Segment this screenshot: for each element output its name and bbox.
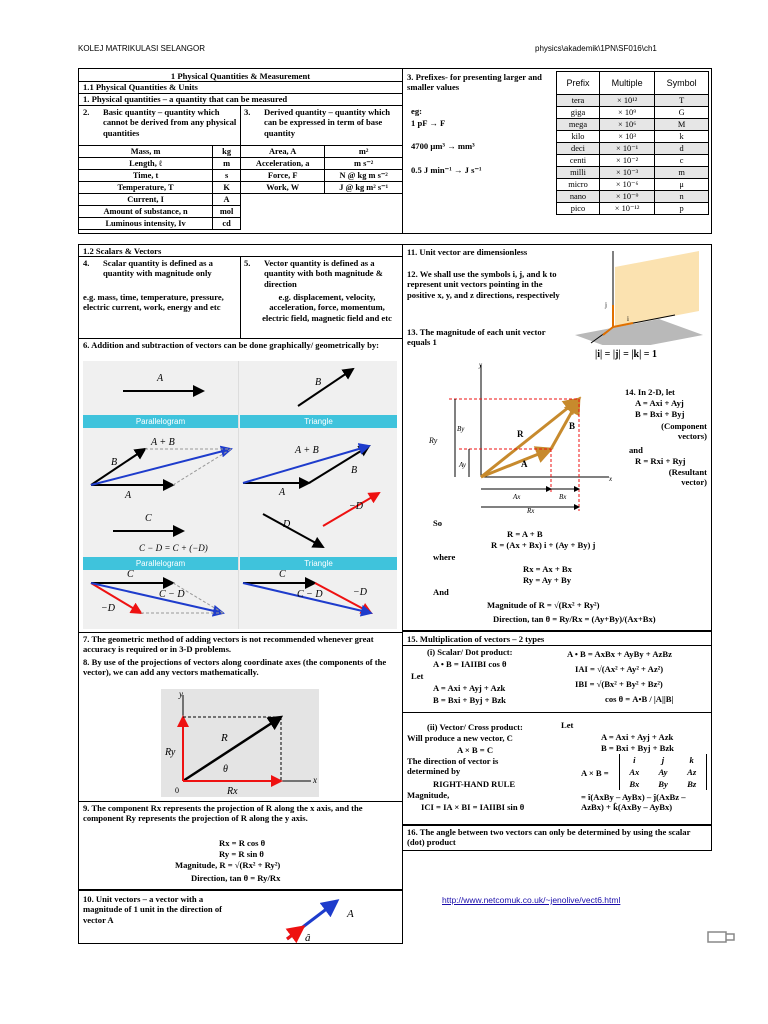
ry-eq: Ry = R sin θ (219, 849, 264, 859)
derived-quantity-cell: m² (325, 146, 403, 158)
basic-quantity-cell: kg (213, 146, 241, 158)
determinant-cell: Bz (687, 779, 697, 789)
prefix-cell: kilo (557, 131, 600, 143)
header-right: physics\akademik\1PN\SF016\ch1 (535, 44, 657, 53)
svg-text:B: B (111, 457, 118, 468)
prefix-cell: deci (557, 143, 600, 155)
prefix-row (557, 131, 709, 143)
svg-text:R: R (221, 732, 228, 744)
basic-quantity-cell: Mass, m (79, 146, 213, 158)
svg-text:B: B (569, 421, 576, 431)
prefix-cell: T (655, 95, 709, 107)
item-15: 15. Multiplication of vectors – 2 types (407, 634, 545, 644)
cross-eq: A × B = C (457, 745, 494, 755)
item-9: 9. The component Rx represents the projection of R along the x axis, and the component Ry represents the projection of R along the y axis. (83, 803, 363, 824)
section-unit-vectors (402, 244, 712, 631)
section-angle (402, 825, 712, 851)
prefix-cell: tera (557, 95, 600, 107)
prefix-cell: milli (557, 167, 600, 179)
magnitude-b-eq: IBI = √(Bx² + By² + Bz²) (575, 679, 663, 689)
basic-quantity-cell: mol (213, 206, 241, 218)
svg-text:Ry: Ry (429, 436, 438, 445)
basic-quantity-row (79, 146, 241, 158)
svg-text:B: B (351, 465, 358, 476)
basic-quantity-row (79, 158, 241, 170)
basic-quantity-cell: Current, I (79, 194, 213, 206)
svg-text:C − D = C + (−D): C − D = C + (−D) (139, 543, 208, 553)
item-5-text: Vector quantity is defined as a quantity with both magnitude & direction (264, 258, 383, 289)
svg-text:A: A (521, 459, 528, 469)
resultant-vector-label: (Resultant vector) (668, 467, 707, 488)
svg-text:B: B (315, 377, 322, 388)
parallelogram-banner-2: Parallelogram (83, 557, 238, 570)
prefix-cell: nano (557, 191, 600, 203)
derived-quantity-cell: Force, F (241, 170, 325, 182)
prefix-cell: × 10³ (599, 131, 654, 143)
eg-label: eg: (411, 106, 422, 116)
derived-quantity-cell: Area, A (241, 146, 325, 158)
svg-text:â: â (305, 932, 311, 943)
direction-eq: Direction, tan θ = Ry/Rx (191, 873, 281, 883)
prefix-row (557, 191, 709, 203)
let-label: Let (411, 671, 424, 681)
cross-new-vector: Will produce a new vector, C (407, 733, 513, 743)
section-scalars-vectors (78, 244, 403, 890)
prefix-row (557, 179, 709, 191)
determinant-cell: j (661, 755, 665, 765)
section-prefixes (402, 68, 712, 234)
item-16: 16. The angle between two vectors can only be determined by using the scalar (dot) product (407, 827, 691, 848)
item-2-text: Basic quantity – quantity which cannot be derived from any physical quantities (103, 107, 237, 138)
component-vectors-label: (Component vectors) (661, 421, 707, 442)
determinant (619, 754, 707, 790)
item-1: 1. Physical quantities – a quantity that can be measured (83, 94, 288, 104)
prefix-cell: × 10⁹ (599, 107, 654, 119)
vector-b-components: B = Bxi + Byj (635, 409, 685, 419)
prefix-cell: × 10⁻³ (599, 167, 654, 179)
prefix-row (557, 203, 709, 215)
unit-vector-3d-figure (575, 247, 705, 345)
example-3: 0.5 J min⁻¹ → J s⁻¹ (411, 165, 482, 175)
svg-text:x: x (609, 475, 613, 483)
item-7: 7. The geometric method of adding vectors is not recommended whenever great accuracy is required or in 3-D problems. (83, 634, 374, 655)
prefix-cell: mega (557, 119, 600, 131)
derived-quantity-row (241, 146, 403, 158)
prefix-cell: m (655, 167, 709, 179)
triangle-banner-1: Triangle (240, 415, 397, 428)
derived-quantity-row (241, 170, 403, 182)
and-label: and (629, 445, 643, 455)
prefix-row (557, 119, 709, 131)
svg-text:0: 0 (175, 786, 179, 795)
vector-a-3d-2: A = Axi + Ayj + Azk (601, 732, 674, 742)
vector-sum-figure (409, 363, 619, 513)
item-6: 6. Addition and subtraction of vectors can be done graphically/ geometrically by: (83, 340, 380, 350)
magnitude-eq: Magnitude, R = √(Rx² + Ry²) (175, 860, 281, 870)
svg-text:j: j (605, 301, 607, 309)
axb-label: A × B = (581, 768, 609, 778)
and-label-2: And (433, 587, 449, 597)
derived-quantity-table (240, 145, 403, 194)
basic-quantity-row (79, 206, 241, 218)
vector-addition-figure (83, 361, 397, 629)
basic-quantity-cell: Length, ℓ (79, 158, 213, 170)
item-8: 8. By use of the projections of vectors along coordinate axes (the components of the vector), we can add any vectors mathematically. (83, 657, 387, 678)
cross-magnitude-eq: ICI = IA × BI = IAIIBI sin θ (421, 802, 525, 812)
scroll-icon (706, 928, 736, 946)
reference-link[interactable]: http://www.netcomuk.co.uk/~jenolive/vect6.html (442, 895, 621, 905)
dot-definition: A • B = IAIIBI cos θ (433, 659, 507, 669)
item-10: 10. Unit vectors – a vector with a magnitude of 1 unit in the direction of vector A (83, 894, 223, 925)
cross-result-eq: = î(AxBy – AyBx) – ĵ(AxBz – AzBx) + k̂(AxBy – AyBx) (581, 792, 686, 813)
unit-vector-figure (279, 895, 379, 943)
basic-quantity-row (79, 170, 241, 182)
prefix-cell: × 10⁻⁶ (599, 179, 654, 191)
svg-text:A + B: A + B (151, 437, 175, 448)
cross-product-title: (ii) Vector/ Cross product: (427, 722, 523, 732)
prefix-cell: centi (557, 155, 600, 167)
svg-text:Rx: Rx (227, 786, 238, 797)
svg-text:−D: −D (349, 501, 363, 512)
basic-quantity-cell: A (213, 194, 241, 206)
prefix-table (556, 71, 709, 215)
svg-text:A: A (279, 487, 286, 498)
svg-text:A: A (347, 908, 354, 920)
triangle-banner-2: Triangle (240, 557, 397, 570)
svg-text:C − D: C − D (159, 589, 185, 600)
svg-text:x: x (313, 775, 317, 785)
item-4-num: 4. (83, 258, 90, 268)
vector-a-3d: A = Axi + Ayj + Azk (433, 683, 506, 693)
svg-text:A: A (157, 373, 164, 384)
svg-text:C: C (279, 569, 286, 580)
prefix-cell: k (655, 131, 709, 143)
prefix-row (557, 107, 709, 119)
basic-quantity-table (78, 145, 241, 230)
section-multiplication (402, 631, 712, 825)
derived-quantity-row (241, 158, 403, 170)
prefix-row (557, 143, 709, 155)
prefix-cell: micro (557, 179, 600, 191)
determinant-cell: k (689, 755, 694, 765)
prefix-cell: pico (557, 203, 600, 215)
svg-text:By: By (457, 425, 465, 433)
basic-quantity-row (79, 218, 241, 230)
magnitude-a-eq: IAI = √(Ax² + Ay² + Az²) (575, 664, 664, 674)
svg-text:−D: −D (101, 603, 115, 614)
prefix-table-header: Prefix (557, 72, 600, 95)
example-1: 1 pF → F (411, 118, 446, 128)
svg-text:−D: −D (353, 587, 367, 598)
item-11: 11. Unit vector are dimensionless (407, 247, 528, 257)
basic-quantity-cell: Amount of substance, n (79, 206, 213, 218)
basic-quantity-row (79, 182, 241, 194)
prefix-row (557, 155, 709, 167)
where-label: where (433, 552, 456, 562)
dot-product-eq: A • B = AxBx + AyBy + AzBz (567, 649, 672, 659)
prefix-cell: d (655, 143, 709, 155)
svg-text:A + B: A + B (295, 445, 319, 456)
vector-arrows (83, 361, 397, 629)
basic-quantity-cell: K (213, 182, 241, 194)
item-4-example: e.g. mass, time, temperature, pressure, electric current, work, energy and etc (83, 292, 224, 313)
subsection-title: 1.1 Physical Quantities & Units (83, 82, 198, 92)
item-5-example: e.g. displacement, velocity, acceleration, force, momentum, electric field, magnetic field and etc (262, 292, 392, 323)
svg-text:y: y (479, 363, 483, 369)
scalars-title: 1.2 Scalars & Vectors (83, 246, 162, 256)
ry-sum-eq: Ry = Ay + By (523, 575, 572, 585)
vector-b-3d-2: B = Bxi + Byj + Bzk (601, 743, 674, 753)
prefix-cell: n (655, 191, 709, 203)
cross-direction-text: The direction of vector is determined by (407, 756, 499, 777)
prefix-table-header: Multiple (599, 72, 654, 95)
svg-text:Ry: Ry (165, 747, 176, 758)
svg-text:Ay: Ay (459, 461, 466, 469)
component-diagram (161, 689, 319, 797)
determinant-cell: Bx (629, 779, 640, 789)
svg-text:Bx: Bx (559, 493, 567, 501)
item-3-text: Derived quantity – quantity which can be expressed in term of base quantity (264, 107, 391, 138)
prefix-cell: p (655, 203, 709, 215)
magnitude-r-eq: Magnitude of R = √(Rx² + Ry²) (487, 600, 600, 610)
basic-quantity-cell: Temperature, T (79, 182, 213, 194)
determinant-cell: Ax (629, 767, 640, 777)
item-5-num: 5. (244, 258, 251, 268)
section-unit-vector (78, 890, 403, 944)
item-3-num: 3. (244, 107, 251, 117)
right-hand-rule: RIGHT-HAND RULE (433, 779, 516, 789)
vector-a-components: A = Axi + Ayj (635, 398, 684, 408)
item-12: 12. We shall use the symbols i, j, and k to represent unit vectors pointing in the positive x, y, and z directions, respectively (407, 269, 560, 300)
prefix-title: 3. Prefixes- for presenting larger and smaller values (407, 72, 542, 93)
determinant-cell: Ay (658, 767, 668, 777)
derived-quantity-cell: N @ kg m s⁻² (325, 170, 403, 182)
svg-text:R: R (517, 429, 524, 439)
svg-text:Rx: Rx (527, 507, 535, 513)
basic-quantity-cell: cd (213, 218, 241, 230)
section-physical-quantities (78, 68, 403, 234)
derived-quantity-cell: m s⁻² (325, 158, 403, 170)
parallelogram-banner-1: Parallelogram (83, 415, 238, 428)
prefix-cell: × 10⁻² (599, 155, 654, 167)
prefix-cell: M (655, 119, 709, 131)
example-2: 4700 μm³ → mm³ (411, 141, 475, 151)
basic-quantity-cell: Time, t (79, 170, 213, 182)
let-label-2: Let (561, 720, 574, 730)
vector-b-3d: B = Bxi + Byj + Bzk (433, 695, 506, 705)
svg-text:C: C (127, 569, 134, 580)
derived-quantity-cell: J @ kg m² s⁻¹ (325, 182, 403, 194)
header-left: KOLEJ MATRIKULASI SELANGOR (78, 44, 205, 53)
svg-text:Ax: Ax (513, 493, 521, 501)
determinant-cell: By (658, 779, 668, 789)
rx-eq: Rx = R cos θ (219, 838, 266, 848)
direction-r-eq: Direction, tan θ = Ry/Rx = (Ay+By)/(Ax+Bx) (493, 614, 656, 624)
svg-text:D: D (283, 519, 291, 530)
item-14: 14. In 2-D, let (625, 387, 675, 397)
cos-theta-eq: cos θ = A•B / |A||B| (605, 694, 674, 704)
vector-r-components: R = Rxi + Ryj (635, 456, 686, 466)
svg-text:θ: θ (223, 764, 228, 775)
prefix-cell: × 10⁻⁹ (599, 191, 654, 203)
prefix-table-header: Symbol (655, 72, 709, 95)
prefix-cell: giga (557, 107, 600, 119)
svg-text:C: C (145, 513, 152, 524)
basic-quantity-cell: m (213, 158, 241, 170)
vector-sum-eq: R = A + B (507, 529, 543, 539)
so-label: So (433, 518, 443, 528)
prefix-row (557, 167, 709, 179)
item-4-text: Scalar quantity is defined as a quantity with magnitude only (103, 258, 213, 279)
derived-quantity-cell: Work, W (241, 182, 325, 194)
prefix-cell: μ (655, 179, 709, 191)
prefix-cell: G (655, 107, 709, 119)
svg-text:C − D: C − D (297, 589, 323, 600)
prefix-cell: × 10⁻¹² (599, 203, 654, 215)
basic-quantity-row (79, 194, 241, 206)
prefix-cell: × 10⁻¹ (599, 143, 654, 155)
section-title: 1 Physical Quantities & Measurement (170, 71, 311, 81)
determinant-cell: Az (687, 767, 697, 777)
basic-quantity-cell: s (213, 170, 241, 182)
derived-quantity-cell: Acceleration, a (241, 158, 325, 170)
derived-quantity-row (241, 182, 403, 194)
scalar-product-title: (i) Scalar/ Dot product: (427, 647, 513, 657)
determinant-cell: i (633, 755, 636, 765)
prefix-cell: × 10¹² (599, 95, 654, 107)
magnitude-label: Magnitude, (407, 790, 450, 800)
prefix-cell: × 10⁶ (599, 119, 654, 131)
svg-text:y: y (179, 689, 183, 699)
unit-magnitude-eq: |i| = |j| = |k| = 1 (595, 349, 657, 360)
svg-text:A: A (125, 490, 132, 501)
prefix-row (557, 95, 709, 107)
basic-quantity-cell: Luminous intensity, Iv (79, 218, 213, 230)
vector-sum-expanded: R = (Ax + Bx) i + (Ay + By) j (491, 540, 596, 550)
prefix-cell: c (655, 155, 709, 167)
svg-text:i: i (627, 315, 629, 323)
rx-sum-eq: Rx = Ax + Bx (523, 564, 572, 574)
item-13: 13. The magnitude of each unit vector equals 1 (407, 327, 546, 348)
item-2-num: 2. (83, 107, 90, 117)
